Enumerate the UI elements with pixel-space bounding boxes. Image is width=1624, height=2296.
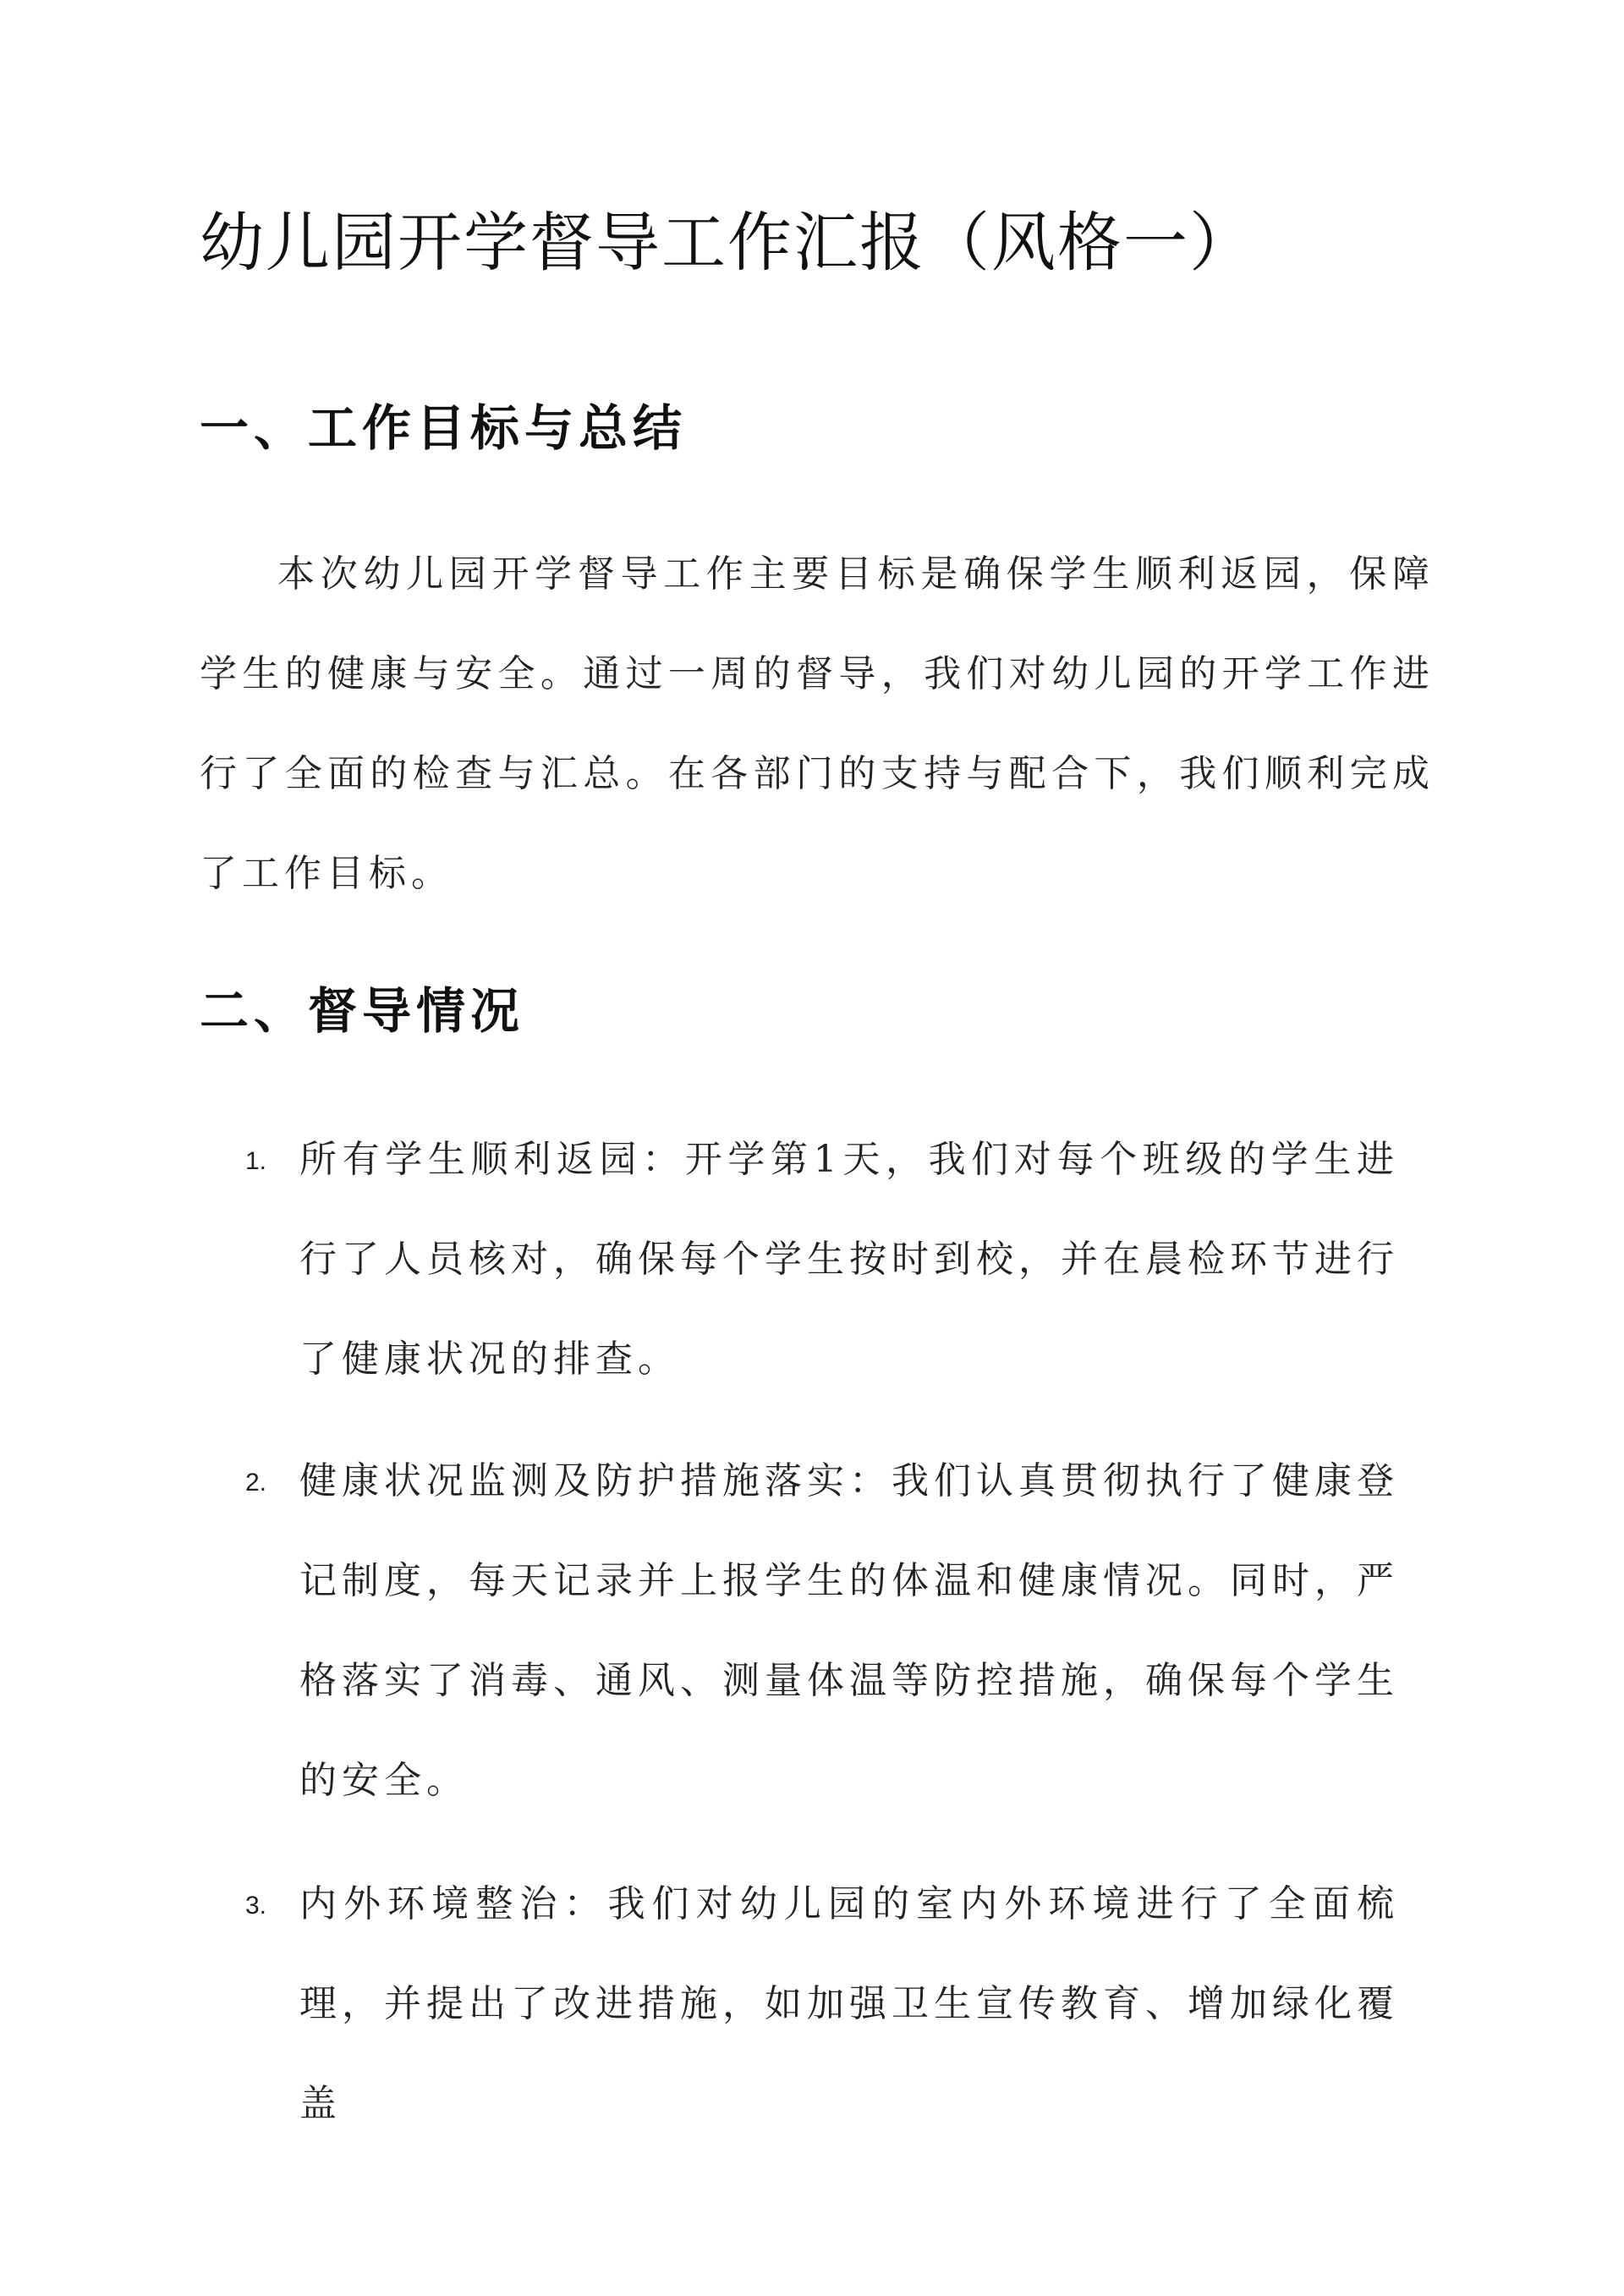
- document-title: 幼儿园开学督导工作汇报（风格一）: [200, 205, 1255, 280]
- list-item-text: 健康状况监测及防护措施落实：我们认真贯彻执行了健康登记制度，每天记录并上报学生的体温和健康情况。同时，严格落实了消毒、通风、测量体温等防控措施，确保每个学生的安全。: [299, 1459, 1399, 1802]
- list-item-text: 所有学生顺利返园：开学第1天，我们对每个班级的学生进行了人员核对，确保每个学生按时到校，并在晨检环节进行了健康状况的排查。: [299, 1138, 1399, 1381]
- list-item-number: 3.: [245, 1892, 267, 1920]
- section-paragraph-goals: 本次幼儿园开学督导工作主要目标是确保学生顺利返园，保障学生的健康与安全。通过一周的督导，我们对幼儿园的开学工作进行了全面的检查与汇总。在各部门的支持与配合下，我们顺利完成了工作目标。: [200, 552, 1435, 895]
- list-item-number: 1.: [245, 1147, 267, 1175]
- list-item-number: 2.: [245, 1469, 267, 1497]
- section-heading-goals: 一、工作目标与总结: [200, 399, 688, 457]
- list-item-text: 内外环境整治：我们对幼儿园的室内外环境进行了全面梳理，并提出了改进措施，如加强卫生宣传教育、增加绿化覆盖: [299, 1882, 1399, 2125]
- section-heading-supervision: 二、督导情况: [200, 982, 525, 1040]
